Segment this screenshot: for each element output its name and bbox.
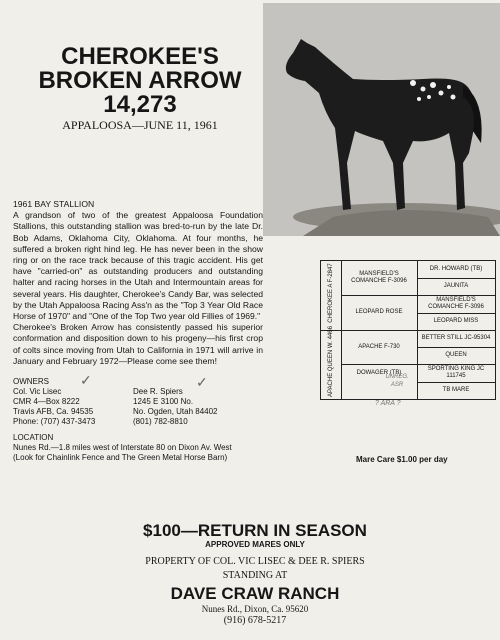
dam-name: APACHE QUEEN W. 4466	[328, 326, 334, 397]
ranch-name: DAVE CRAW RANCH	[170, 584, 340, 603]
handwritten-note: ASR	[390, 382, 404, 388]
property-of: PROPERTY OF COL. VIC LISEC & DEE R. SPIERS	[145, 556, 365, 567]
owner2-name: Dee R. Spiers	[133, 387, 183, 396]
owners-heading: OWNERS	[13, 377, 49, 386]
pedigree-chart	[320, 260, 496, 400]
stud-fee: $100—RETURN IN SEASON	[143, 521, 367, 540]
pedigree-gen3: SPORTING KING JC 111745	[427, 366, 485, 379]
pedigree-gen2: APACHE F-730	[358, 343, 400, 350]
owner1-name: Col. Vic Lisec	[13, 387, 62, 396]
approved-mares: APPROVED MARES ONLY	[205, 540, 305, 549]
location-line1: Nunes Rd.—1.8 miles west of Interstate 80 on Dixon Av. West	[13, 443, 232, 452]
pedigree-gen2: LEOPARD ROSE	[355, 309, 403, 315]
pedigree-gen3: LEOPARD MISS	[433, 318, 479, 324]
ranch-phone: (916) 678-5217	[223, 615, 287, 626]
pedigree-gen2: DOWAGER (TB)	[356, 369, 402, 376]
description	[13, 199, 263, 367]
stallion-heading: 1961 BAY STALLION	[13, 199, 95, 209]
sire-name: CHEROKEE A F-2847	[328, 263, 334, 323]
owner1-block	[13, 387, 95, 427]
horse-name-line1: CHEROKEE'S	[61, 43, 219, 70]
pedigree-gen3: JAUNITA	[443, 283, 469, 289]
horse-name-line2: BROKEN ARROW	[38, 67, 242, 94]
location-heading: LOCATION	[13, 433, 54, 442]
owner2-city: No. Ogden, Utah 84402	[133, 407, 218, 416]
pedigree-gen3: DR. HOWARD (TB)	[429, 266, 483, 272]
horse-silhouette-image	[263, 3, 500, 236]
pedigree-gen3: MANSFIELD'S COMANCHE F-3096	[428, 297, 484, 310]
pedigree-gen3: QUEEN	[445, 352, 467, 358]
horse-photo	[263, 3, 500, 236]
handwritten-note: UNREG.	[385, 374, 409, 380]
checkmark-icon: ✓	[80, 372, 92, 388]
description-paragraph: Cherokee's Broken Arrow has consistently passed his superior conformation and disposition down to his progeny—his first crop of colts since moving from Utah to California in 1971 will arrive in January and February 1972—Please come see them!	[13, 322, 263, 366]
mare-care-fee: Mare Care $1.00 per day	[356, 455, 448, 464]
owner2-phone: (801) 782-8810	[133, 417, 188, 426]
owner2-address: 1245 E 3100 No.	[133, 397, 194, 406]
owner1-address: CMR 4—Box 8222	[13, 397, 80, 406]
owner2-block	[133, 387, 218, 427]
standing-at: STANDING AT	[222, 570, 288, 581]
description-paragraph: A grandson of two of the greatest Appaloosa Foundation Stallions, this outstanding stallion was bred-to-run by the late Dr. Bob Adams, Oklahoma City, Oklahoma. At four months, he suffered a broken right hind leg. He has never been in the show ring or on the race track because of this tragic accident. His get have "carried-on" as outstanding producers and outstanding halter and racing horses in the Utah and Intermountain areas for several years. His daughter, Cherokee's Candy Bar, was selected by the Utah Appaloosa Racing Ass'n as the "Top 3 Year Old Race Horse of 1970" and "One of the Top Two year old Fillies of 1969."	[13, 210, 263, 322]
ranch-address: Nunes Rd., Dixon, Ca. 95620	[201, 604, 309, 614]
pedigree-gen2: MANSFIELD'S COMANCHE F-3096	[351, 271, 407, 284]
breed-date: APPALOOSA—JUNE 11, 1961	[62, 118, 218, 132]
pedigree-gen3: BETTER STILL JC-95304	[421, 335, 491, 341]
registration-number: 14,273	[103, 91, 177, 118]
handwritten-ara-note: ? ARA ?	[375, 400, 401, 407]
owner1-city: Travis AFB, Ca. 94535	[13, 407, 94, 416]
owner1-phone: Phone: (707) 437-3473	[13, 417, 96, 426]
checkmark-icon: ✓	[196, 374, 208, 390]
pedigree-gen3: TB MARE	[442, 387, 470, 393]
location-line2: (Look for Chainlink Fence and The Green Metal Horse Barn)	[13, 453, 228, 462]
